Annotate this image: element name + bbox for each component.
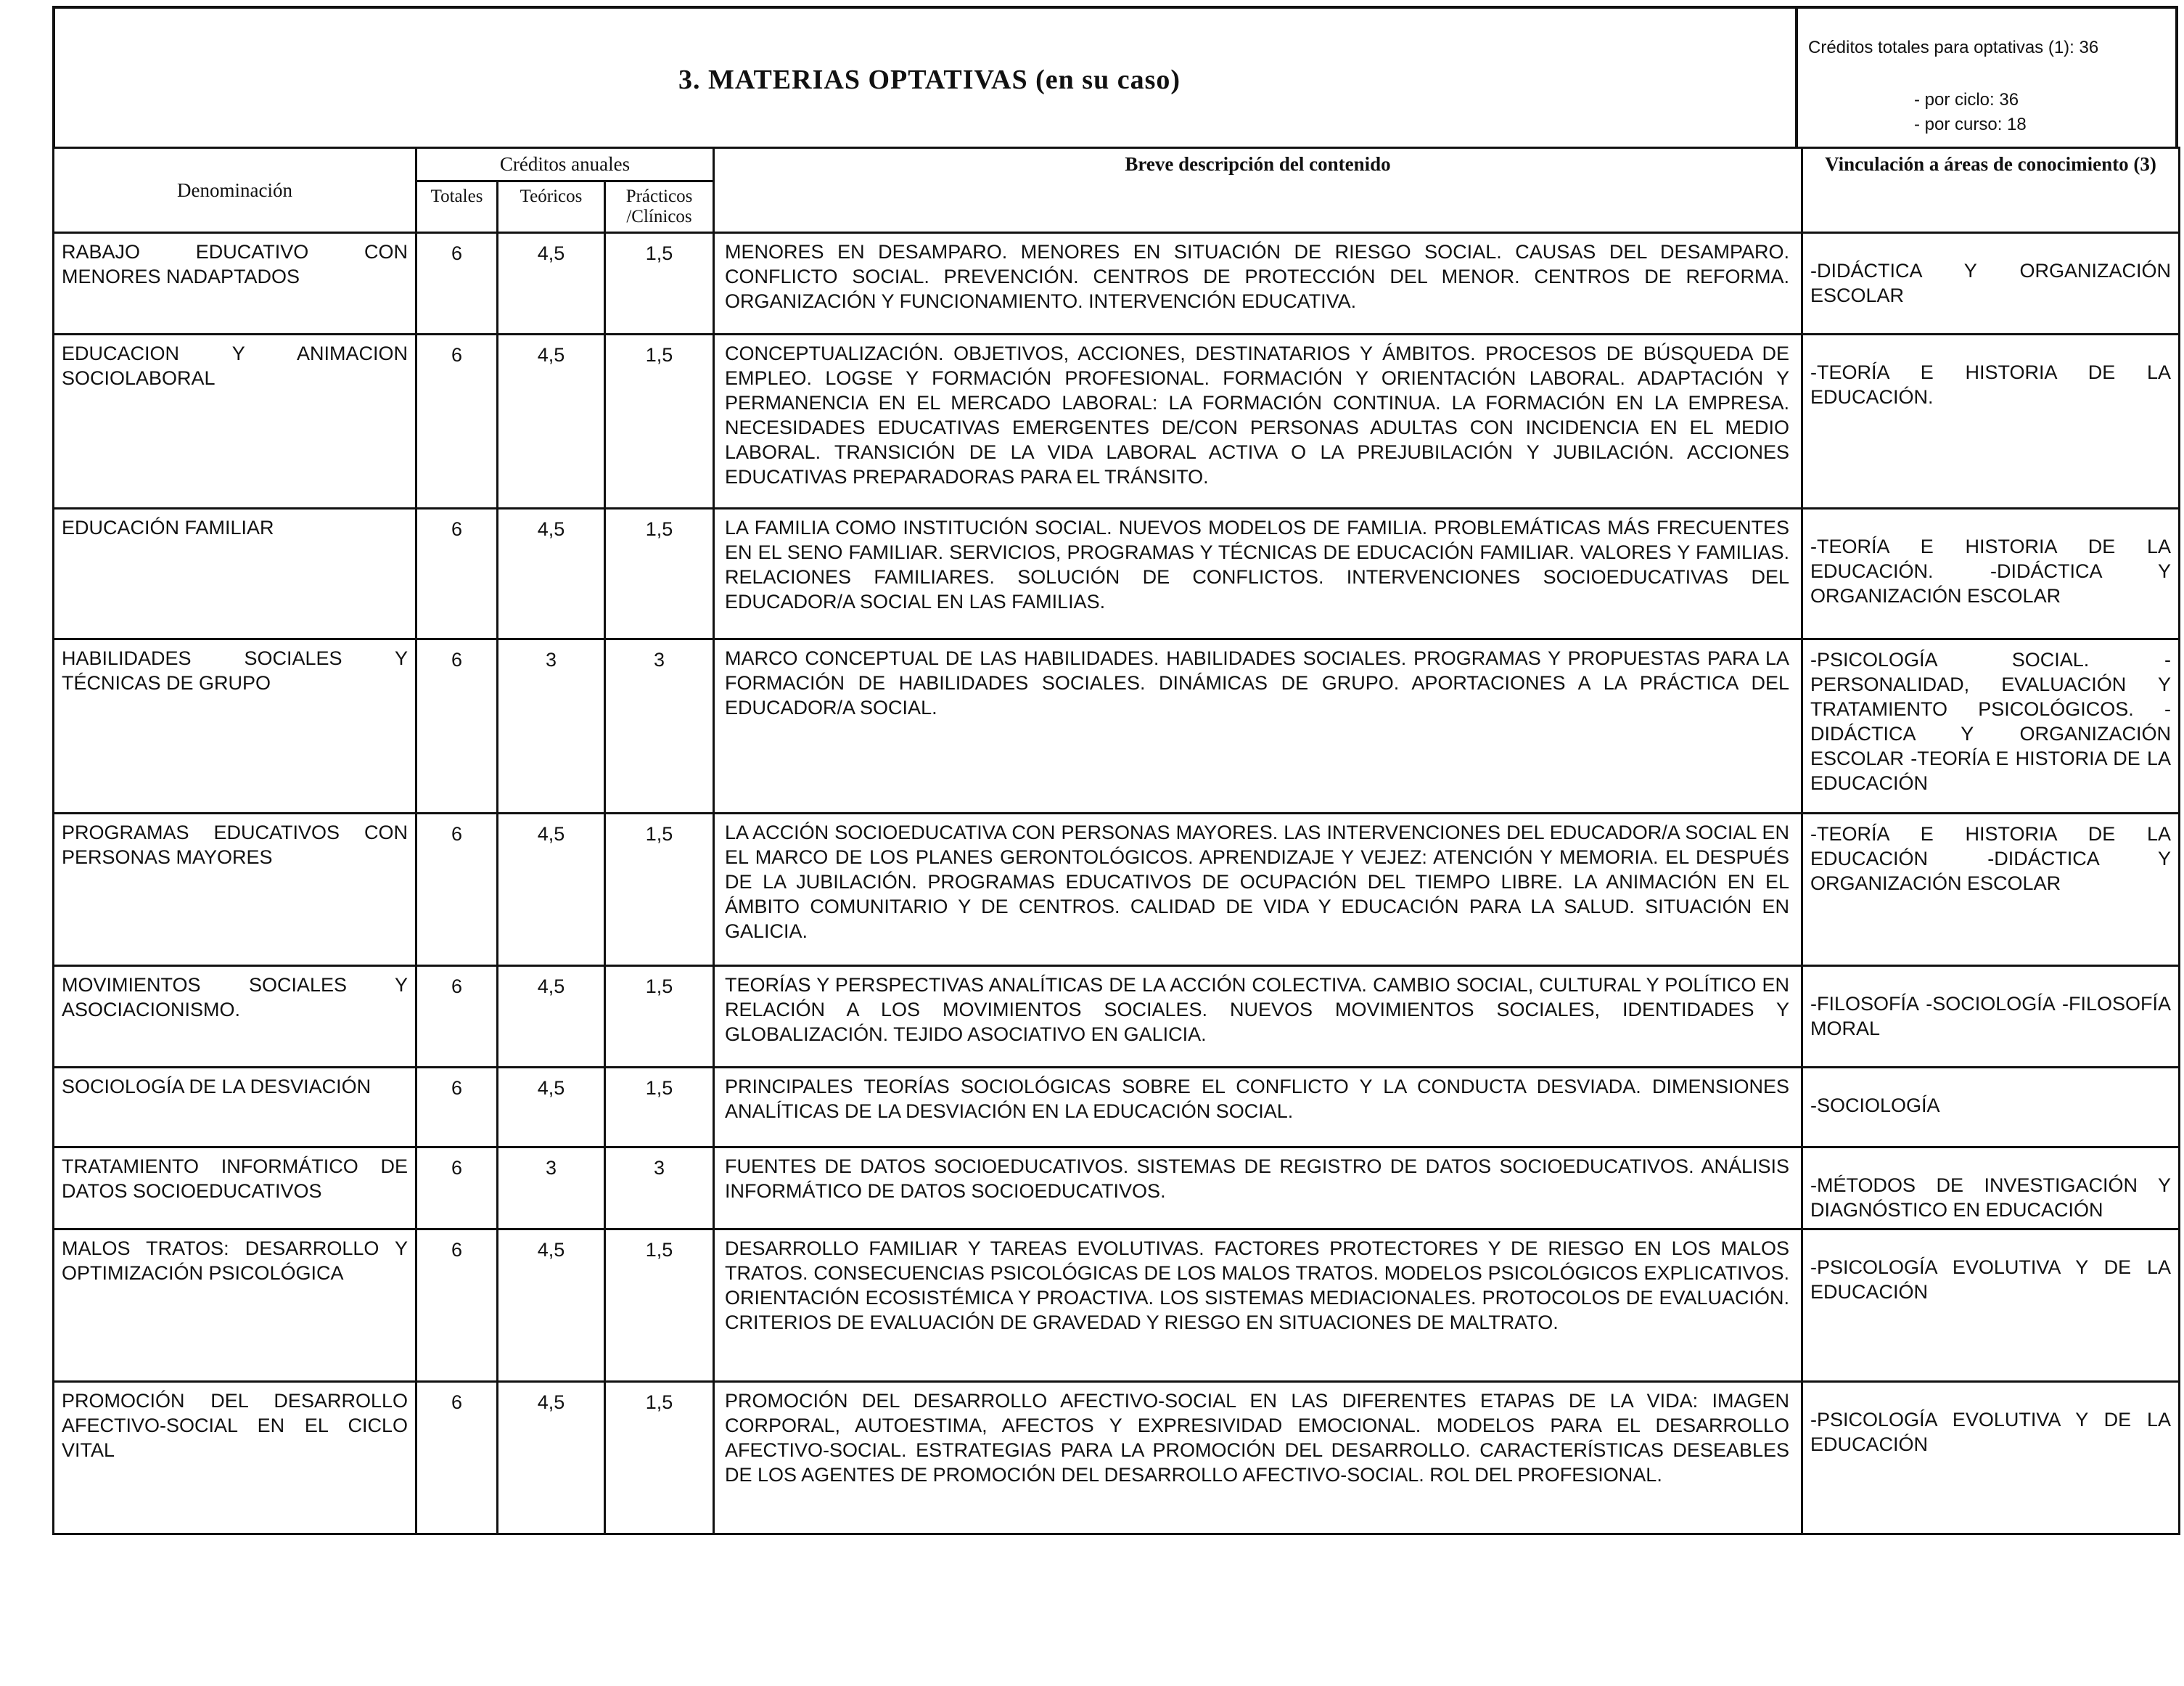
subject-description: CONCEPTUALIZACIÓN. OBJETIVOS, ACCIONES, DESTINATARIOS Y ÁMBITOS. PROCESOS DE BÚSQUEDA DE EMPLEO. LOGSE Y FORMACIÓN PROFESIONAL. FORMACIÓN Y ORIENTACIÓN LABORAL. ADAPTACIÓN Y PERMANENCIA EN EL MERCADO LABORAL: LA FORMACIÓN CONTINUA. LA FORMACIÓN EN LA EMPRESA. NECESIDADES EDUCATIVAS EMERGENTES DE/CON PERSONAS ADULTAS CON INCIDENCIA EN EL MEDIO LABORAL. TRANSICIÓN DE LA VIDA LABORAL ACTIVA O LA PREJUBILACIÓN Y JUBILACIÓN. ACCIONES EDUCATIVAS PREPARADORAS PARA EL TRÁNSITO. [714, 335, 1802, 509]
subject-description: LA FAMILIA COMO INSTITUCIÓN SOCIAL. NUEVOS MODELOS DE FAMILIA. PROBLEMÁTICAS MÁS FRECUENTES EN EL SENO FAMILIAR. SERVICIOS, PROGRAMAS Y TÉCNICAS DE EDUCACIÓN FAMILIAR. VALORES Y FAMILIAS. RELACIONES FAMILIARES. SOLUCIÓN DE CONFLICTOS. INTERVENCIONES SOCIOEDUCATIVAS DEL EDUCADOR/A SOCIAL EN LAS FAMILIAS. [714, 509, 1802, 639]
credits-total: Créditos totales para optativas (1): 36 [1808, 38, 2099, 57]
credits-per-cycle: - por ciclo: 36 [1914, 90, 2019, 110]
knowledge-areas: -DIDÁCTICA Y ORGANIZACIÓN ESCOLAR [1802, 233, 2180, 335]
knowledge-areas: -TEORÍA E HISTORIA DE LA EDUCACIÓN. -DIDÁCTICA Y ORGANIZACIÓN ESCOLAR [1802, 509, 2180, 639]
subject-name: HABILIDADES SOCIALES Y TÉCNICAS DE GRUPO [54, 639, 416, 814]
credits-practicos: 1,5 [605, 233, 714, 335]
credits-teoricos: 4,5 [498, 335, 605, 509]
page-header [52, 6, 2178, 147]
subject-name: PROMOCIÓN DEL DESARROLLO AFECTIVO-SOCIAL EN EL CICLO VITAL [54, 1382, 416, 1534]
credits-practicos: 1,5 [605, 1068, 714, 1147]
table-row [54, 814, 2180, 966]
credits-practicos: 1,5 [605, 814, 714, 966]
table-row [54, 1068, 2180, 1147]
optativas-table [52, 147, 2180, 1535]
subject-description: MARCO CONCEPTUAL DE LAS HABILIDADES. HABILIDADES SOCIALES. PROGRAMAS Y PROPUESTAS PARA LA FORMACIÓN DE HABILIDADES SOCIALES. DINÁMICAS DE GRUPO. APORTACIONES A LA PRÁCTICA DEL EDUCADOR/A SOCIAL. [714, 639, 1802, 814]
credits-totales: 6 [416, 1068, 498, 1147]
subject-description: DESARROLLO FAMILIAR Y TAREAS EVOLUTIVAS. FACTORES PROTECTORES Y DE RIESGO EN LOS MALOS TRATOS. CONSECUENCIAS PSICOLÓGICAS DE LOS MALOS TRATOS. MODELOS PSICOLÓGICOS EXPLICATIVOS. ORIENTACIÓN ECOSISTÉMICA Y PROACTIVA. LOS SISTEMAS MEDIACIONALES. PROTOCOLOS DE EVALUACIÓN. CRITERIOS DE EVALUACIÓN DE GRAVEDAD Y RIESGO EN SITUACIONES DE MALTRATO. [714, 1229, 1802, 1382]
knowledge-areas: -MÉTODOS DE INVESTIGACIÓN Y DIAGNÓSTICO EN EDUCACIÓN [1802, 1147, 2180, 1229]
table-row [54, 639, 2180, 814]
page-title: 3. MATERIAS OPTATIVAS (en su caso) [678, 65, 1181, 95]
knowledge-areas: -PSICOLOGÍA SOCIAL. -PERSONALIDAD, EVALUACIÓN Y TRATAMIENTO PSICOLÓGICOS. -DIDÁCTICA Y ORGANIZACIÓN ESCOLAR -TEORÍA E HISTORIA DE LA EDUCACIÓN [1802, 639, 2180, 814]
subject-description: TEORÍAS Y PERSPECTIVAS ANALÍTICAS DE LA ACCIÓN COLECTIVA. CAMBIO SOCIAL, CULTURAL Y POLÍTICO EN RELACIÓN A LOS MOVIMIENTOS SOCIALES. NUEVOS MOVIMIENTOS SOCIALES, IDENTIDADES Y GLOBALIZACIÓN. TEJIDO ASOCIATIVO EN GALICIA. [714, 966, 1802, 1068]
table-row [54, 1382, 2180, 1534]
subject-name: PROGRAMAS EDUCATIVOS CON PERSONAS MAYORES [54, 814, 416, 966]
table-header-row [54, 148, 2180, 181]
credits-teoricos: 4,5 [498, 1229, 605, 1382]
table-row [54, 509, 2180, 639]
credits-totales: 6 [416, 1147, 498, 1229]
credits-teoricos: 4,5 [498, 814, 605, 966]
col-vinculacion: Vinculación a áreas de conocimiento (3) [1802, 148, 2180, 233]
col-descripcion: Breve descripción del contenido [714, 148, 1802, 233]
subject-description: PROMOCIÓN DEL DESARROLLO AFECTIVO-SOCIAL EN LAS DIFERENTES ETAPAS DE LA VIDA: IMAGEN CORPORAL, AUTOESTIMA, AFECTOS Y EXPRESIVIDAD EMOCIONAL. MODELOS PARA EL DESARROLLO AFECTIVO-SOCIAL. ESTRATEGIAS PARA LA PROMOCIÓN DEL DESARROLLO. CARACTERÍSTICAS DESEABLES DE LOS AGENTES DE PROMOCIÓN DEL DESARROLLO AFECTIVO-SOCIAL. ROL DEL PROFESIONAL. [714, 1382, 1802, 1534]
knowledge-areas: -SOCIOLOGÍA [1802, 1068, 2180, 1147]
col-creditos-anuales: Créditos anuales [416, 148, 714, 181]
subject-name: EDUCACION Y ANIMACION SOCIOLABORAL [54, 335, 416, 509]
credits-totales: 6 [416, 233, 498, 335]
col-teoricos: Teóricos [498, 181, 605, 233]
credits-practicos: 1,5 [605, 335, 714, 509]
credits-teoricos: 4,5 [498, 1382, 605, 1534]
credits-totales: 6 [416, 509, 498, 639]
credits-totales: 6 [416, 814, 498, 966]
subject-name: RABAJO EDUCATIVO CON MENORES NADAPTADOS [54, 233, 416, 335]
credits-teoricos: 3 [498, 639, 605, 814]
document-sheet [52, 6, 2178, 1535]
col-practicos: Prácticos /Clínicos [605, 181, 714, 233]
subject-name: MALOS TRATOS: DESARROLLO Y OPTIMIZACIÓN PSICOLÓGICA [54, 1229, 416, 1382]
subject-name: EDUCACIÓN FAMILIAR [54, 509, 416, 639]
credits-teoricos: 4,5 [498, 509, 605, 639]
subject-description: MENORES EN DESAMPARO. MENORES EN SITUACIÓN DE RIESGO SOCIAL. CAUSAS DEL DESAMPARO. CONFLICTO SOCIAL. PREVENCIÓN. CENTROS DE PROTECCIÓN DEL MENOR. CENTROS DE REFORMA. ORGANIZACIÓN Y FUNCIONAMIENTO. INTERVENCIÓN EDUCATIVA. [714, 233, 1802, 335]
knowledge-areas: -PSICOLOGÍA EVOLUTIVA Y DE LA EDUCACIÓN [1802, 1229, 2180, 1382]
knowledge-areas: -TEORÍA E HISTORIA DE LA EDUCACIÓN -DIDÁCTICA Y ORGANIZACIÓN ESCOLAR [1802, 814, 2180, 966]
credits-practicos: 1,5 [605, 1229, 714, 1382]
knowledge-areas: -FILOSOFÍA -SOCIOLOGÍA -FILOSOFÍA MORAL [1802, 966, 2180, 1068]
credits-teoricos: 4,5 [498, 966, 605, 1068]
table-row [54, 1229, 2180, 1382]
credits-teoricos: 4,5 [498, 233, 605, 335]
credits-practicos: 3 [605, 639, 714, 814]
table-row [54, 1147, 2180, 1229]
credits-totales: 6 [416, 335, 498, 509]
table-body [54, 233, 2180, 1534]
table-row [54, 966, 2180, 1068]
knowledge-areas: -PSICOLOGÍA EVOLUTIVA Y DE LA EDUCACIÓN [1802, 1382, 2180, 1534]
credits-practicos: 3 [605, 1147, 714, 1229]
knowledge-areas: -TEORÍA E HISTORIA DE LA EDUCACIÓN. [1802, 335, 2180, 509]
col-denominacion: Denominación [54, 148, 416, 233]
credits-practicos: 1,5 [605, 1382, 714, 1534]
table-row [54, 233, 2180, 335]
credits-totales: 6 [416, 1382, 498, 1534]
credits-practicos: 1,5 [605, 509, 714, 639]
subject-description: LA ACCIÓN SOCIOEDUCATIVA CON PERSONAS MAYORES. LAS INTERVENCIONES DEL EDUCADOR/A SOCIAL EN EL MARCO DE LOS PLANES GERONTOLÓGICOS. APRENDIZAJE Y VEJEZ: ATENCIÓN Y MEMORIA. EL DESPUÉS DE LA JUBILACIÓN. PROGRAMAS EDUCATIVOS DE OCUPACIÓN DEL TIEMPO LIBRE. LA ANIMACIÓN EN EL ÁMBITO COMUNITARIO Y DE CENTROS. CALIDAD DE VIDA Y EDUCACIÓN PARA LA SALUD. SITUACIÓN EN GALICIA. [714, 814, 1802, 966]
subject-description: FUENTES DE DATOS SOCIOEDUCATIVOS. SISTEMAS DE REGISTRO DE DATOS SOCIOEDUCATIVOS. ANÁLISIS INFORMÁTICO DE DATOS SOCIOEDUCATIVOS. [714, 1147, 1802, 1229]
subject-name: MOVIMIENTOS SOCIALES Y ASOCIACIONISMO. [54, 966, 416, 1068]
credits-teoricos: 4,5 [498, 1068, 605, 1147]
subject-description: PRINCIPALES TEORÍAS SOCIOLÓGICAS SOBRE EL CONFLICTO Y LA CONDUCTA DESVIADA. DIMENSIONES ANALÍTICAS DE LA DESVIACIÓN EN LA EDUCACIÓN SOCIAL. [714, 1068, 1802, 1147]
credits-summary [1795, 9, 2175, 147]
subject-name: TRATAMIENTO INFORMÁTICO DE DATOS SOCIOEDUCATIVOS [54, 1147, 416, 1229]
credits-totales: 6 [416, 966, 498, 1068]
credits-totales: 6 [416, 1229, 498, 1382]
credits-totales: 6 [416, 639, 498, 814]
credits-practicos: 1,5 [605, 966, 714, 1068]
subject-name: SOCIOLOGÍA DE LA DESVIACIÓN [54, 1068, 416, 1147]
col-totales: Totales [416, 181, 498, 233]
table-row [54, 335, 2180, 509]
credits-teoricos: 3 [498, 1147, 605, 1229]
credits-per-course: - por curso: 18 [1914, 115, 2027, 134]
